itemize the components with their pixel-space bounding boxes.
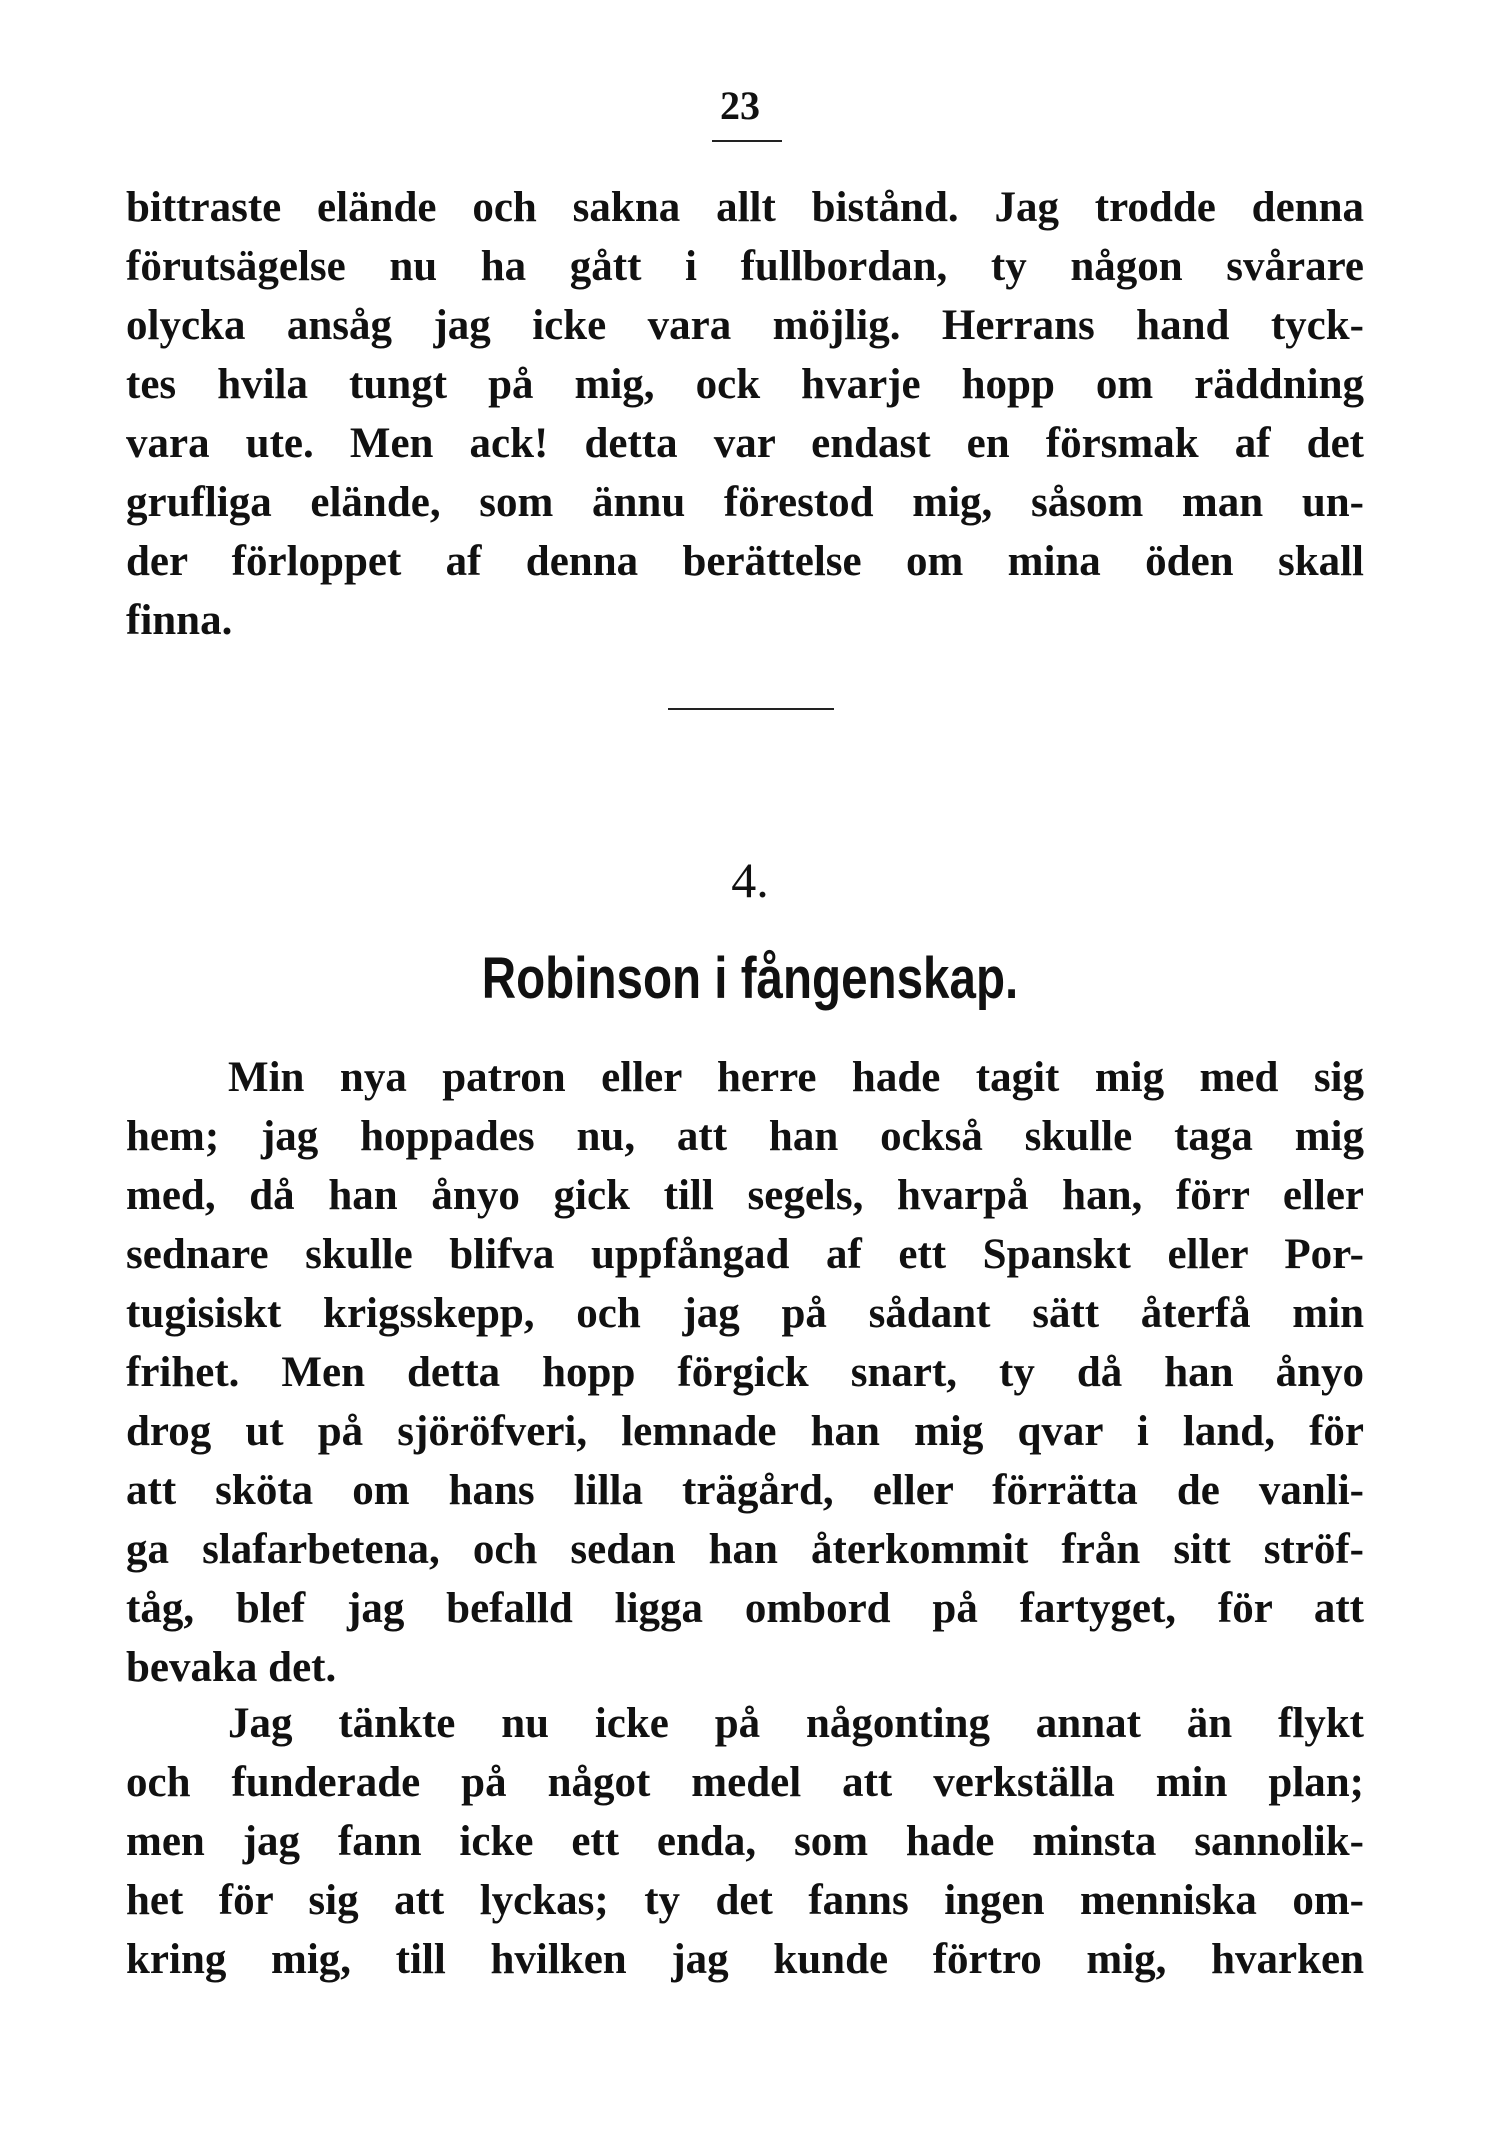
text-line: sednare skulle blifva uppfångad af ett Spanskt eller Por-	[126, 1231, 1364, 1278]
chapter-title: Robinson i fångenskap.	[481, 946, 1019, 1011]
page-number: 23	[720, 83, 760, 128]
text-line: tes hvila tungt på mig, ock hvarje hopp om räddning	[126, 361, 1364, 408]
text-line: Min nya patron eller herre hade tagit mig med sig	[228, 1054, 1364, 1101]
text-line: med, då han ånyo gick till segels, hvarpå han, förr eller	[126, 1172, 1364, 1219]
text-line: bittraste elände och sakna allt bistånd. Jag trodde denna	[126, 184, 1364, 231]
text-line: frihet. Men detta hopp förgick snart, ty då han ånyo	[126, 1349, 1364, 1396]
text-line: ga slafarbetena, och sedan han återkommit från sitt ströf-	[126, 1526, 1364, 1573]
paragraph-2	[126, 1048, 1364, 1697]
chapter-number: 4.	[731, 852, 769, 908]
text-line: men jag fann icke ett enda, som hade minsta sannolik-	[126, 1818, 1364, 1865]
text-line: förutsägelse nu ha gått i fullbordan, ty någon svårare	[126, 243, 1364, 290]
text-line: vara ute. Men ack! detta var endast en försmak af det	[126, 420, 1364, 467]
text-line: och funderade på något medel att verkställa min plan;	[126, 1759, 1364, 1806]
text-line: drog ut på sjöröfveri, lemnade han mig qvar i land, för	[126, 1408, 1364, 1455]
text-line: het för sig att lyckas; ty det fanns ingen menniska om-	[126, 1877, 1364, 1924]
text-line: hem; jag hoppades nu, att han också skulle taga mig	[126, 1113, 1364, 1160]
text-line: olycka ansåg jag icke vara möjlig. Herrans hand tyck-	[126, 302, 1364, 349]
section-divider	[668, 708, 834, 710]
text-line: tåg, blef jag befalld ligga ombord på fartyget, för att	[126, 1585, 1364, 1632]
text-line: Jag tänkte nu icke på någonting annat än flykt	[228, 1700, 1364, 1747]
paragraph-3	[126, 1694, 1364, 1989]
text-line: der förloppet af denna berättelse om mina öden skall	[126, 538, 1364, 585]
page-number-rule	[712, 140, 782, 142]
text-line: att sköta om hans lilla trägård, eller förrätta de vanli-	[126, 1467, 1364, 1514]
text-line: finna.	[126, 597, 233, 644]
text-line: tugisiskt krigsskepp, och jag på sådant sätt återfå min	[126, 1290, 1364, 1337]
paragraph-1	[126, 178, 1364, 650]
text-line: bevaka det.	[126, 1644, 337, 1691]
text-line: kring mig, till hvilken jag kunde förtro mig, hvarken	[126, 1936, 1364, 1983]
text-line: grufliga elände, som ännu förestod mig, såsom man un-	[126, 479, 1364, 526]
